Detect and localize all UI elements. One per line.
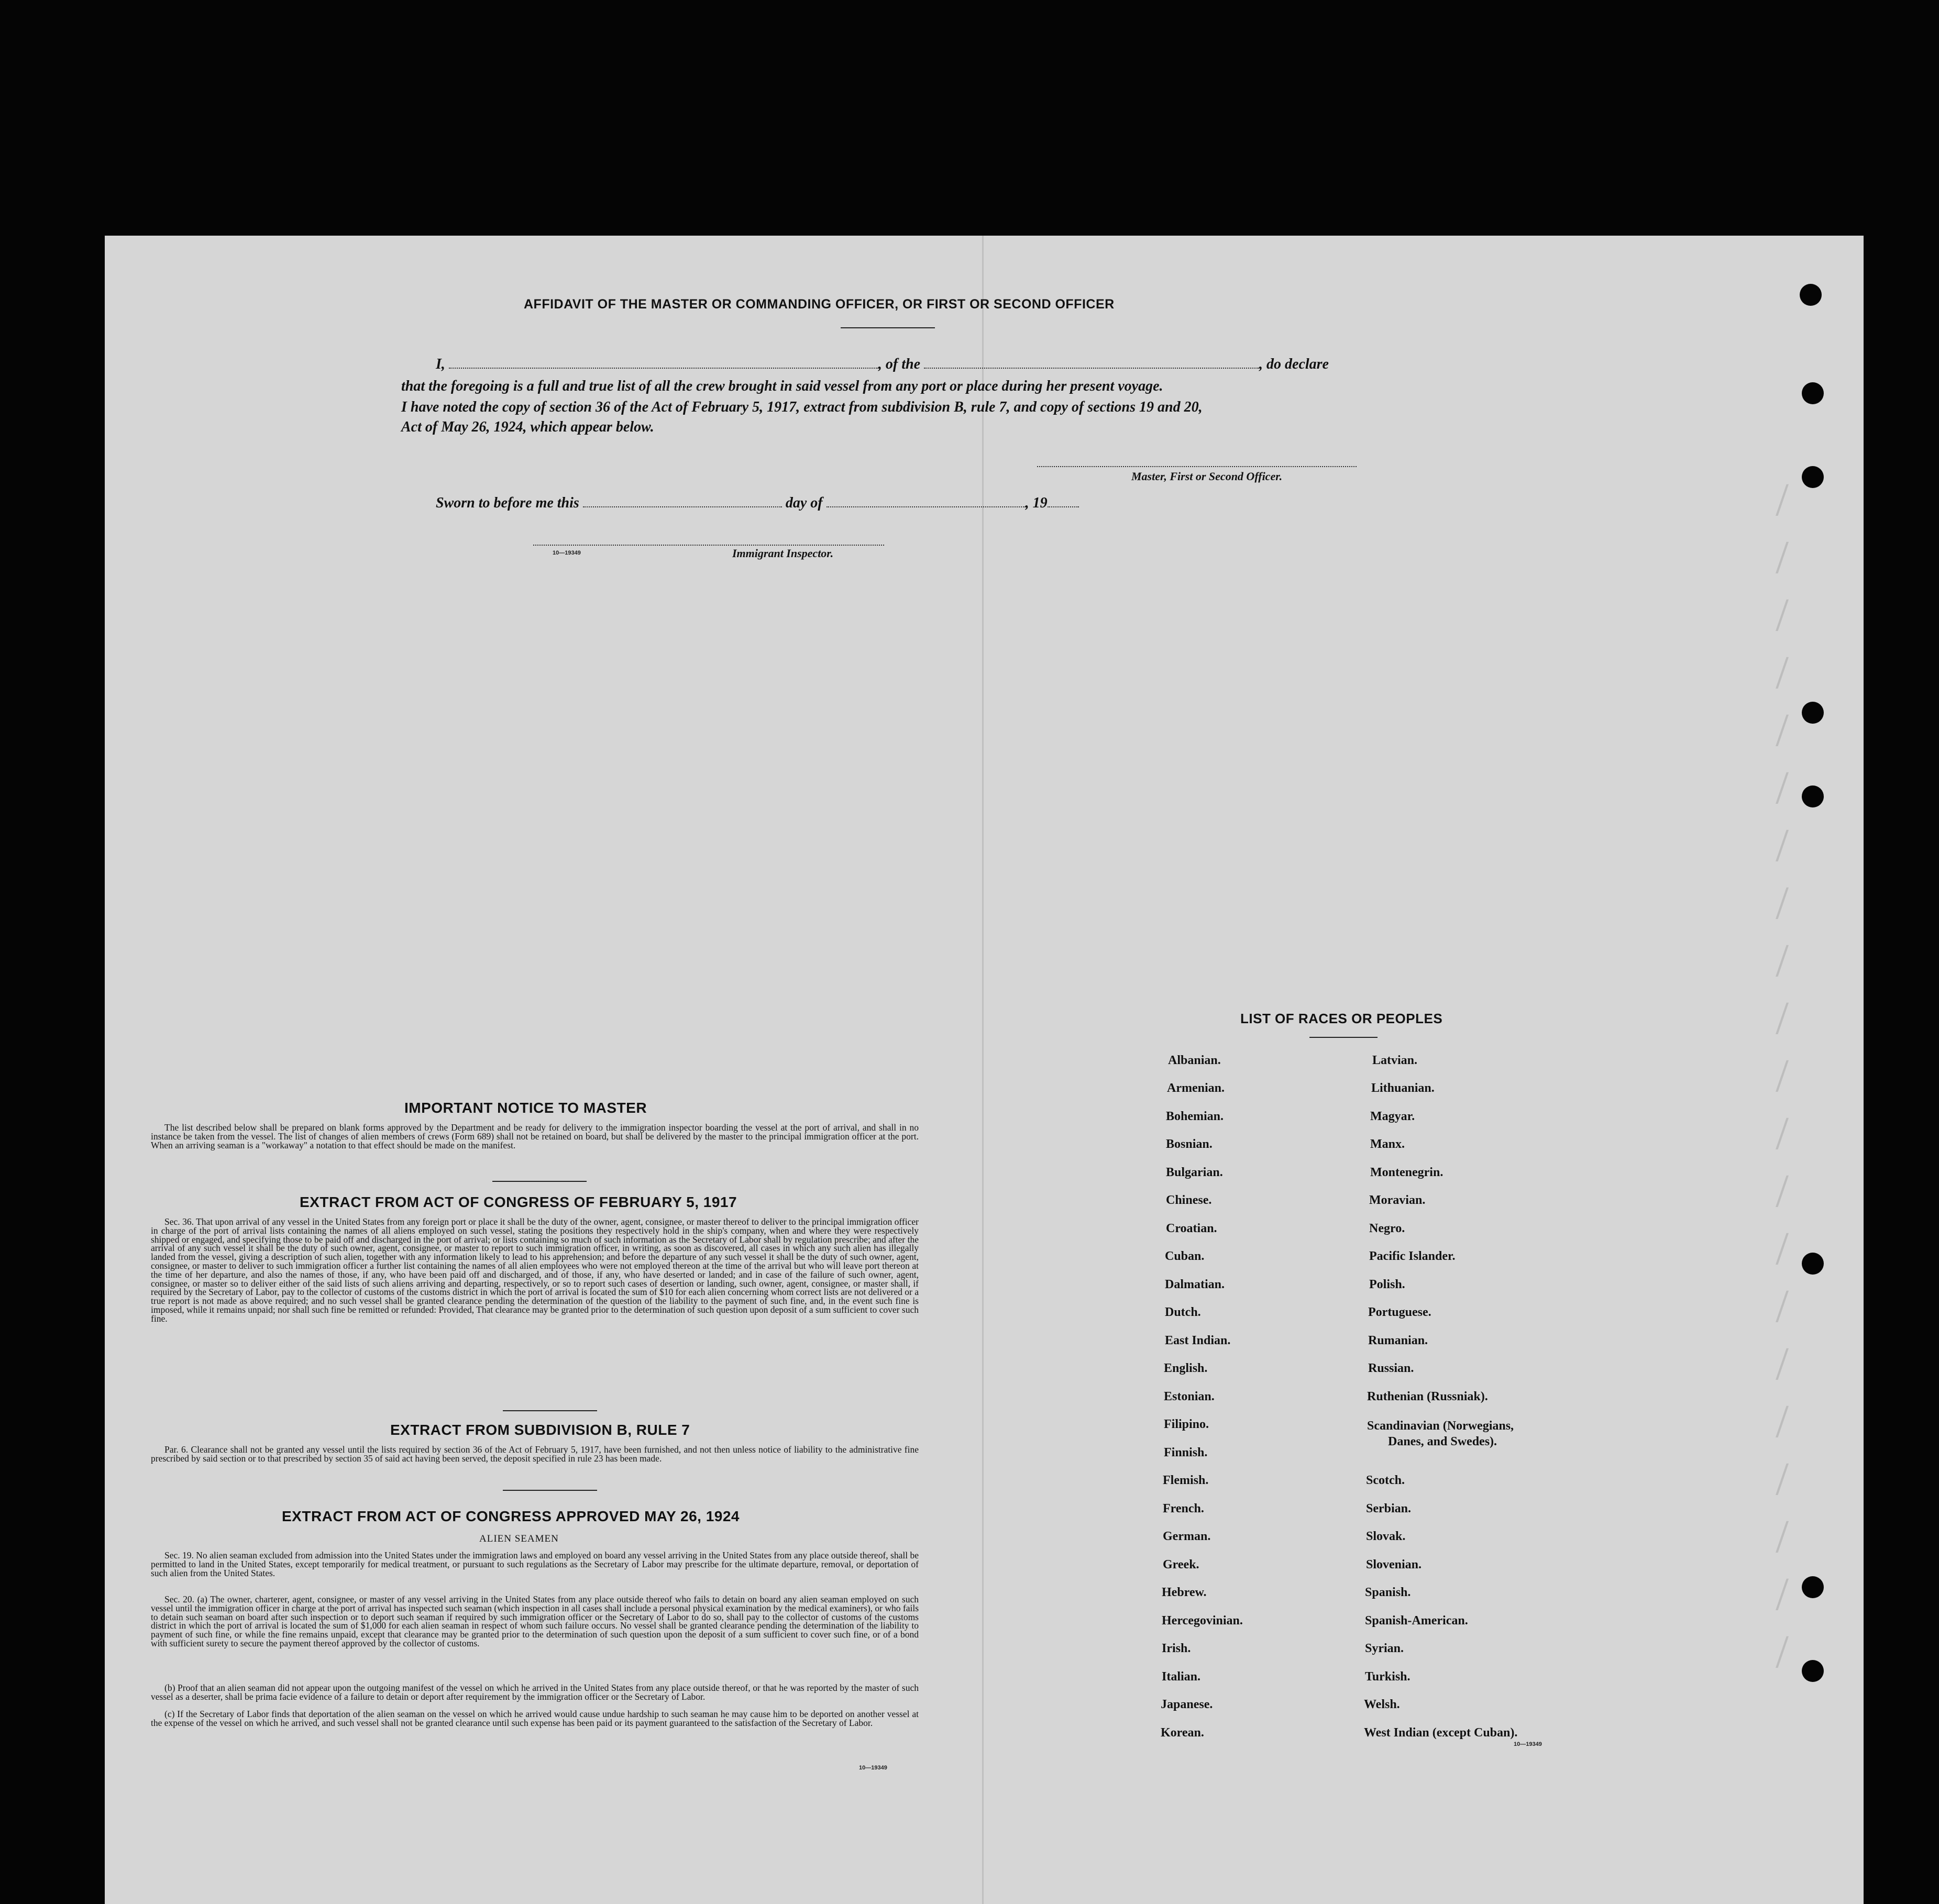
- race-item: Korean.: [1161, 1726, 1204, 1740]
- affidavit-title: AFFIDAVIT OF THE MASTER OR COMMANDING OFFICER, OR FIRST OR SECOND OFFICER: [524, 297, 1115, 312]
- race-item: Latvian.: [1372, 1054, 1418, 1067]
- race-item: Spanish.: [1365, 1586, 1411, 1599]
- race-item: Hercegovinian.: [1162, 1614, 1243, 1628]
- extract-1917-title: EXTRACT FROM ACT OF CONGRESS OF FEBRUARY 5, 1917: [300, 1194, 737, 1210]
- master-signature-label: Master, First or Second Officer.: [1131, 470, 1283, 483]
- race-item: Hebrew.: [1162, 1586, 1207, 1599]
- race-item: Lithuanian.: [1371, 1081, 1435, 1095]
- inspector-signature-line[interactable]: [533, 539, 884, 546]
- race-item: Italian.: [1162, 1670, 1201, 1684]
- alien-seamen-subtitle: ALIEN SEAMEN: [479, 1533, 559, 1544]
- race-item: Portuguese.: [1368, 1305, 1431, 1319]
- affidavit-declaration-line: [436, 356, 1329, 373]
- race-item: Albanian.: [1168, 1054, 1221, 1067]
- affidavit-line-4: Act of May 26, 1924, which appear below.: [401, 419, 654, 435]
- race-item: Dalmatian.: [1165, 1278, 1225, 1291]
- race-item: Syrian.: [1365, 1642, 1404, 1655]
- race-item: Polish.: [1369, 1278, 1405, 1291]
- sworn-month-field[interactable]: [827, 495, 1026, 507]
- race-item: Magyar.: [1370, 1110, 1415, 1123]
- section-20b-body: (b) Proof that an alien seaman did not appear upon the outgoing manifest of the vessel on which he arrived in the United States from any place outside thereof, or that he was reported by the master of such vessel as a deserter, shall be prima facie evidence of a failure to detain or deport after requirement by the immigration officer or the Secretary of Labor.: [151, 1682, 919, 1702]
- punch-hole: [1802, 1253, 1824, 1275]
- title-divider: [841, 327, 935, 328]
- race-item: Welsh.: [1364, 1698, 1400, 1711]
- declaration-mid: , of the: [878, 356, 921, 372]
- race-item: Finnish.: [1164, 1446, 1208, 1459]
- race-item: Japanese.: [1161, 1698, 1213, 1711]
- affidavit-line-3: I have noted the copy of section 36 of the Act of February 5, 1917, extract from subdivision B, rule 7, and copy of sections 19 and 20,: [401, 399, 1203, 415]
- sworn-day-field[interactable]: [583, 495, 782, 507]
- race-item: Flemish.: [1163, 1474, 1209, 1487]
- punch-hole: [1802, 785, 1824, 807]
- extract-1917-body: Sec. 36. That upon arrival of any vessel in the United States from any foreign port or place it shall be the duty of the owner, agent, consignee, or master thereof to deliver to the principal immigration officer in charge of the port of arrival lists containing the names of all aliens employed on such vessel, stating the positions they respectively hold in the ship's company, when and where they were respectively shipped or engaged, and specifying those to be paid off and discharged in the port of arrival; or lists containing so much of such information as the Secretary of Labor shall by regulation prescribe; and after the arrival of any such vessel it shall be the duty of such owner, agent, consignee, or master to report to such immigration officer, in writing, as soon as discovered, all cases in which any such alien has illegally landed from the vessel, giving a description of such alien, together with any information likely to lead to his apprehension; and before the departure of any such vessel it shall be the duty of such owner, agent, consignee, or master to deliver to such immigration officer a further list containing the names of all alien employees who were not employed thereon at the time of the arrival but who will leave port thereon at the time of her departure, and also the names of those, if any, who have been paid off and discharged, and of those, if any, who have deserted or landed; and in case of the failure of such owner, agent, consignee, or master so to deliver either of the said lists of such aliens arriving and departing, respectively, or so to report such cases of desertion or landing, such owner, agent, consignee, or master shall, if required by the Secretary of Labor, pay to the collector of customs of the customs district in which the port of arrival is located the sum of $10 for each alien concerning whom correct lists are not delivered or a true report is not made as above required; and no such vessel shall be granted clearance pending the determination of the question of the liability to the payment of such fine, and, in the event such fine is imposed, while it remains unpaid; nor shall such fine be remitted or refunded: Provided, That clearance may be granted prior to the determination of such question upon deposit of a sum sufficient to cover such fine.: [151, 1216, 919, 1324]
- race-item: Negro.: [1369, 1222, 1405, 1235]
- sworn-line: [436, 495, 1079, 512]
- race-item: Ruthenian (Russniak).: [1367, 1390, 1488, 1403]
- race-item: Scotch.: [1366, 1474, 1405, 1487]
- punch-hole: [1802, 466, 1824, 488]
- section-20c-body: (c) If the Secretary of Labor finds that deportation of the alien seaman on the vessel on which he arrived would cause undue hardship to such seaman he may cause him to be deported on another vessel at the expense of the vessel on which he arrived, and such vessel shall not be granted clearance until such expense has been paid or its payment guaranteed to the satisfaction of the Secretary of Labor.: [151, 1709, 919, 1728]
- race-item: German.: [1163, 1530, 1211, 1543]
- subdivision-title: EXTRACT FROM SUBDIVISION B, RULE 7: [390, 1422, 690, 1438]
- form-number: 10—19349: [1514, 1741, 1542, 1747]
- race-item: Serbian.: [1366, 1502, 1412, 1515]
- sworn-start: Sworn to before me this: [436, 495, 579, 511]
- section-divider: [492, 1181, 587, 1182]
- section-20a-body: Sec. 20. (a) The owner, charterer, agent, consignee, or master of any vessel arriving in the United States from any place outside thereof who fails to detain on board any alien seaman employed on such vessel until the immigration officer in charge at the port of arrival has inspected such seaman (which inspection in all cases shall include a personal physical examination by the medical examiners), or who fails to detain such seaman on board after such inspection or to deport such seaman if required by such immigration officer or the Secretary of Labor to do so, shall pay to the collector of customs of the customs district in which the port of arrival is located the sum of $1,000 for each alien seaman in respect of whom such failure occurs. No vessel shall be granted clearance pending the determination of the liability to payment of such fine, or while the fine remains unpaid, except that clearance may be granted prior to the determination of such question upon the deposit of a sum sufficient to cover such fine, or of a bond with sufficient surety to secure the payment thereof approved by the collector of customs.: [151, 1594, 919, 1648]
- sworn-end: , 19: [1025, 495, 1048, 511]
- section-19-body: Sec. 19. No alien seaman excluded from admission into the United States under the immigration laws and employed on board any vessel arriving in the United States from any place outside thereof, shall be permitted to land in the United States, except temporarily for medical treatment, or pursuant to such regulations as the Secretary of Labor may prescribe for the ultimate departure, removal, or deportation of such alien from the United States.: [151, 1550, 919, 1578]
- subdivision-body: Par. 6. Clearance shall not be granted any vessel until the lists required by section 36 of the Act of February 5, 1917, have been furnished, and not then unless notice of liability to the administrative fine prescribed by said section or to that prescribed by section 35 of said act having been served, the deposit specified in rule 23 has been made.: [151, 1444, 919, 1464]
- race-item: Danes, and Swedes).: [1388, 1435, 1497, 1448]
- master-signature-line[interactable]: [1037, 461, 1357, 467]
- inspector-label: Immigrant Inspector.: [732, 547, 834, 560]
- race-item: Pacific Islander.: [1369, 1249, 1456, 1263]
- notice-body: The list described below shall be prepared on blank forms approved by the Department and be ready for delivery to the immigration inspector boarding the vessel at the port of arrival, and shall in no instance be taken from the vessel. The list of changes of alien members of crews (Form 689) shall not be retained on board, but shall be delivered by the master to the principal immigration officer at the port. When an arriving seaman is a "workaway" a notation to that effect should be made on the manifest.: [151, 1122, 919, 1150]
- race-item: Scandinavian (Norwegians,: [1367, 1419, 1514, 1433]
- punch-hole: [1802, 1660, 1824, 1682]
- race-item: Slovak.: [1366, 1530, 1406, 1543]
- section-divider: [503, 1410, 597, 1411]
- officer-name-field[interactable]: [449, 356, 878, 369]
- punch-hole: [1802, 382, 1824, 404]
- punch-hole: [1800, 284, 1822, 306]
- form-number: 10—19349: [859, 1765, 887, 1771]
- race-item: Estonian.: [1164, 1390, 1215, 1403]
- race-item: Bosnian.: [1166, 1137, 1213, 1151]
- page-fold: [982, 236, 984, 1904]
- race-item: Armenian.: [1167, 1081, 1225, 1095]
- bleed-through-marks: / / / / / / / / / / / / / / / / / / / / /: [1776, 474, 1789, 1678]
- form-number: 10—19349: [553, 550, 581, 556]
- race-item: Manx.: [1370, 1137, 1405, 1151]
- declaration-start: I,: [436, 356, 445, 372]
- race-item: Greek.: [1163, 1558, 1199, 1571]
- section-divider: [503, 1490, 597, 1491]
- race-item: French.: [1163, 1502, 1204, 1515]
- race-item: Bulgarian.: [1166, 1166, 1223, 1179]
- punch-hole: [1802, 702, 1824, 724]
- race-item: Spanish-American.: [1365, 1614, 1468, 1628]
- race-item: Filipino.: [1164, 1418, 1209, 1431]
- race-item: East Indian.: [1165, 1334, 1231, 1347]
- punch-hole: [1802, 1576, 1824, 1598]
- affidavit-line-2: that the foregoing is a full and true list of all the crew brought in said vessel from any port or place during her present voyage.: [401, 378, 1163, 394]
- race-item: West Indian (except Cuban).: [1364, 1726, 1518, 1740]
- race-item: Turkish.: [1365, 1670, 1411, 1684]
- race-item: Chinese.: [1166, 1193, 1212, 1207]
- declaration-end: , do declare: [1259, 356, 1329, 372]
- races-title: LIST OF RACES OR PEOPLES: [1240, 1011, 1443, 1026]
- notice-title: IMPORTANT NOTICE TO MASTER: [404, 1100, 647, 1116]
- race-item: Montenegrin.: [1370, 1166, 1444, 1179]
- document-page: [105, 236, 1864, 1904]
- race-item: English.: [1164, 1361, 1208, 1375]
- race-item: Bohemian.: [1166, 1110, 1224, 1123]
- race-item: Slovenian.: [1366, 1558, 1422, 1571]
- vessel-name-field[interactable]: [924, 356, 1259, 369]
- races-title-divider: [1309, 1037, 1378, 1038]
- race-item: Cuban.: [1165, 1249, 1205, 1263]
- extract-1924-title: EXTRACT FROM ACT OF CONGRESS APPROVED MAY 26, 1924: [282, 1508, 740, 1524]
- race-item: Russian.: [1368, 1361, 1414, 1375]
- race-item: Rumanian.: [1368, 1334, 1428, 1347]
- sworn-year-field[interactable]: [1048, 495, 1079, 507]
- race-item: Dutch.: [1165, 1305, 1201, 1319]
- race-item: Croatian.: [1166, 1222, 1217, 1235]
- race-item: Moravian.: [1369, 1193, 1426, 1207]
- sworn-mid: day of: [785, 495, 823, 511]
- race-item: Irish.: [1162, 1642, 1191, 1655]
